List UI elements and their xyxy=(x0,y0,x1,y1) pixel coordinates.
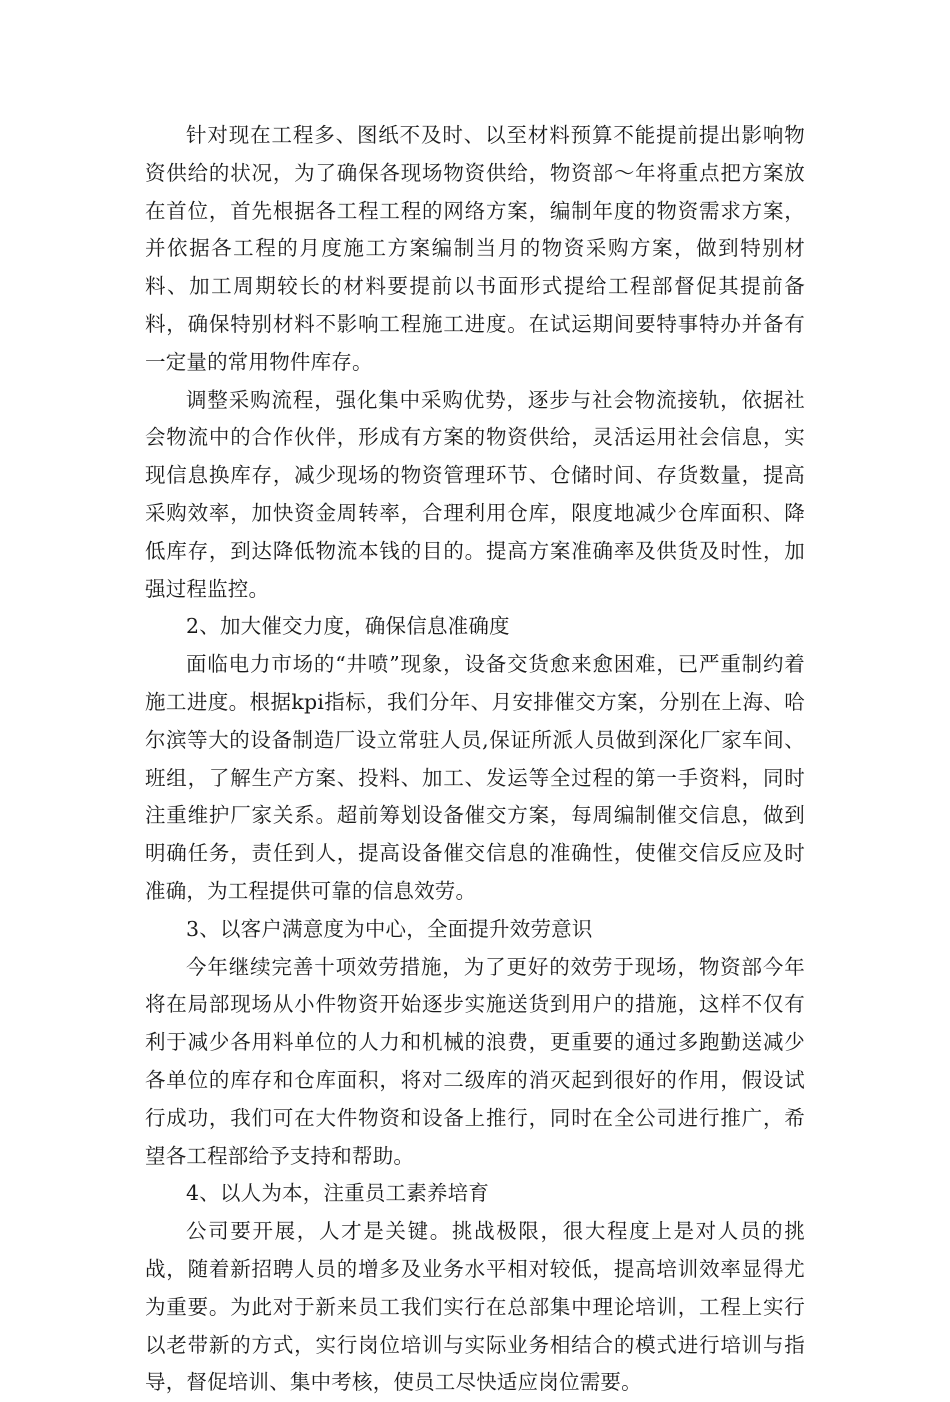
body-paragraph: 针对现在工程多、图纸不及时、以至材料预算不能提前提出影响物资供给的状况，为了确保各现场物资供给，物资部～年将重点把方案放在首位，首先根据各工程工程的网络方案，编制年度的物资需求方案，并依据各工程的月度施工方案编制当月的物资采购方案，做到特别材料、加工周期较长的材料要提前以书面形式提给工程部督促其提前备料，确保特别材料不影响工程施工进度。在试运期间要特事特办并备有一定量的常用物件库存。 xyxy=(145,123,805,374)
body-paragraph: 调整采购流程，强化集中采购优势，逐步与社会物流接轨，依据社会物流中的合作伙伴，形成有方案的物资供给，灵活运用社会信息，实现信息换库存，减少现场的物资管理环节、仓储时间、存货数量，提高采购效率，加快资金周转率，合理利用仓库，限度地减少仓库面积、降低库存，到达降低物流本钱的目的。提高方案准确率及供货及时性，加强过程监控。 xyxy=(145,387,805,601)
section-heading: 4、以人为本，注重员工素养培育 xyxy=(186,1181,490,1206)
section-heading: 2、加大催交力度，确保信息准确度 xyxy=(186,614,510,639)
body-paragraph: 公司要开展，人才是关键。挑战极限，很大程度上是对人员的挑战，随着新招聘人员的增多及业务水平相对较低，提高培训效率显得尤为重要。为此对于新来员工我们实行在总部集中理论培训，工程上实行以老带新的方式，实行岗位培训与实际业务相结合的模式进行培训与指导，督促培训、集中考核，使员工尽快适应岗位需要。 xyxy=(145,1219,805,1395)
document-page xyxy=(145,117,805,1402)
body-paragraph: 面临电力市场的“井喷”现象，设备交货愈来愈困难，已严重制约着施工进度。根据kpi指标，我们分年、月安排催交方案，分别在上海、哈尔滨等大的设备制造厂设立常驻人员,保证所派人员做到深化厂家车间、班组，了解生产方案、投料、加工、发运等全过程的第一手资料，同时注重维护厂家关系。超前筹划设备催交方案，每周编制催交信息，做到明确任务，责任到人，提高设备催交信息的准确性，使催交信反应及时准确，为工程提供可靠的信息效劳。 xyxy=(145,652,805,903)
body-paragraph: 今年继续完善十项效劳措施，为了更好的效劳于现场，物资部今年将在局部现场从小件物资开始逐步实施送货到用户的措施，这样不仅有利于减少各用料单位的人力和机械的浪费，更重要的通过多跑勤送减少各单位的库存和仓库面积，将对二级库的消灭起到很好的作用，假设试行成功，我们可在大件物资和设备上推行，同时在全公司进行推广，希望各工程部给予支持和帮助。 xyxy=(145,954,805,1168)
section-heading: 3、以客户满意度为中心，全面提升效劳意识 xyxy=(186,916,593,941)
